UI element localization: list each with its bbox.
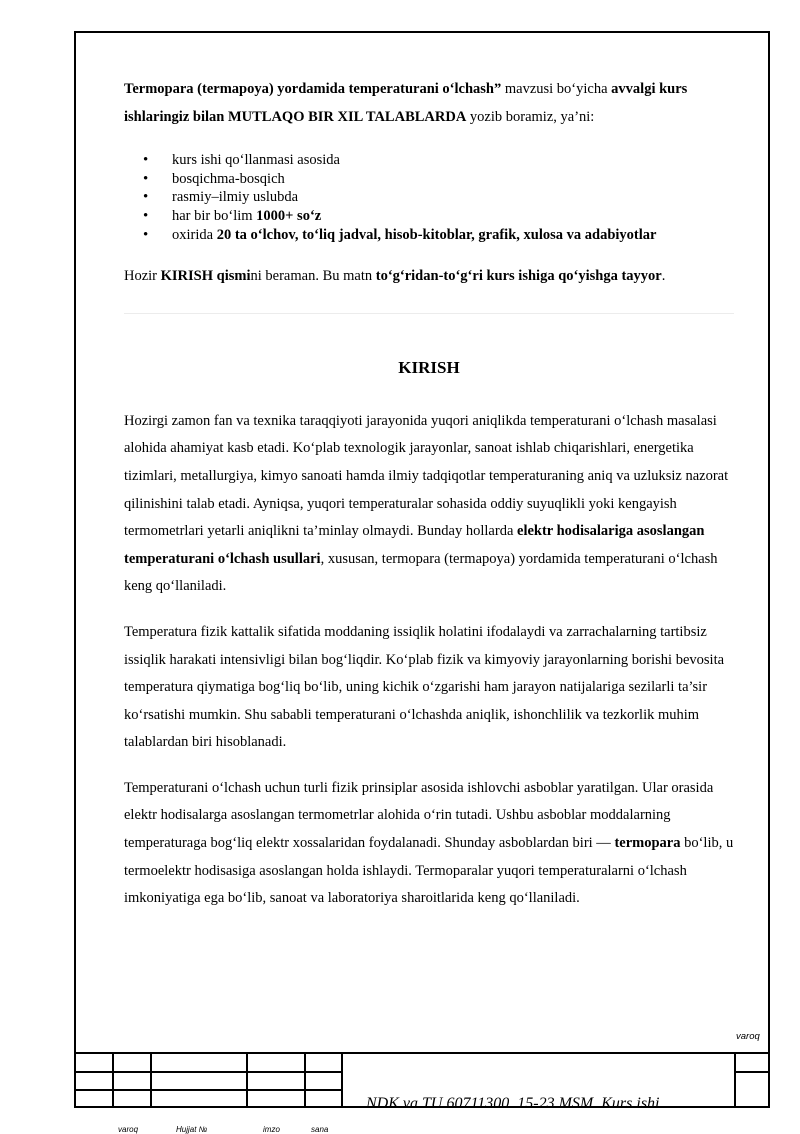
list-item <box>124 170 734 189</box>
followup-text: ni beraman. Bu matn <box>250 268 376 285</box>
intro-text-end: yozib boramiz, ya’ni: <box>466 108 595 125</box>
section-heading: KIRISH <box>398 357 460 377</box>
intro-paragraph <box>124 76 734 131</box>
body-paragraph-2: Temperatura fizik kattalik sifatida moddaning issiqlik holatini ifodalaydi va zarrachalarning tartibsiz issiqlik harakati intensivligi bilan bog‘liqdir. Ko‘plab fizik va kimyoviy jarayonlarning borishi bevosita temperatura qiymatiga bog‘liq bo‘lib, uning kichik o‘zgarishi ham jarayon natijalariga sezilarli ta’sir ko‘rsatishi mumkin. Shu sababli temperaturani o‘lchashda aniqlik, ishonchlilik va tezkorlik muhim talablardan biri hisoblanadi. <box>124 623 725 751</box>
followup-text: . <box>661 268 666 285</box>
stamp-row-line <box>734 1071 770 1073</box>
list-item-bold: 1000+ so‘z <box>256 207 322 224</box>
paragraph-bold: elektr hodisalariga asoslangan temperaturani o‘lchash usullari <box>124 523 705 567</box>
section-divider <box>124 313 734 314</box>
stamp-label-hujjat: Hujjat № <box>176 1125 208 1134</box>
stamp-col-line <box>304 1052 306 1108</box>
stamp-col-line <box>112 1052 114 1108</box>
paragraph-text: , xususan, termopara (termapoya) yordamida temperaturani o‘lchash keng qo‘llaniladi. <box>124 550 718 595</box>
stamp-label-varoq: varoq <box>118 1125 139 1134</box>
followup-bold: KIRISH qismi <box>160 268 251 285</box>
sheet-label: varoq <box>736 1031 760 1042</box>
stamp-label-sana: sana <box>311 1125 329 1134</box>
list-item <box>124 226 734 245</box>
stamp-row-line <box>74 1089 342 1091</box>
intro-bold-requirement: avvalgi kurs ishlaringiz bilan MUTLAQO BIR XIL TALABLARDA <box>124 81 688 125</box>
intro-text: mavzusi bo‘yicha <box>501 81 612 97</box>
body-paragraph-3 <box>124 775 734 913</box>
paragraph-text: bo‘lib, u termoelektr hodisasiga asoslangan holda ishlaydi. Termoparalar yuqori temperaturalarni o‘lchash imkoniyatiga ega bo‘lib, sanoat va laboratoriya sharoitlarida keng qo‘llaniladi. <box>124 835 734 907</box>
stamp-col-line <box>150 1052 152 1108</box>
list-item <box>124 188 734 207</box>
list-item-text: oxirida <box>172 226 217 243</box>
intro-bold-topic: Termopara (termapoya) yordamida temperaturani o‘lchash” <box>124 81 502 97</box>
stamp-col-line <box>246 1052 248 1108</box>
requirements-list <box>124 151 734 244</box>
list-item <box>124 207 734 226</box>
paragraph-text: Temperaturani o‘lchash uchun turli fizik prinsiplar asosida ishlovchi asboblar yaratilgan. Ular orasida elektr hodisalarga asoslangan termometrlar alohida o‘rin tutadi. Ushbu asboblar moddalarning temperaturaga bog‘liq elektr xossalaridan foydalanadi. Shunday asboblardan biri — <box>124 779 714 852</box>
followup-text: Hozir <box>124 268 161 285</box>
list-item-text: har bir bo‘lim <box>172 207 257 224</box>
followup-paragraph <box>124 263 734 291</box>
stamp-label-imzo: imzo <box>263 1125 280 1134</box>
stamp-row-line <box>74 1071 342 1073</box>
list-item-bold: 20 ta o‘lchov, to‘liq jadval, hisob-kitoblar, grafik, xulosa va adabiyotlar <box>216 226 657 243</box>
paragraph-text: Hozirgi zamon fan va texnika taraqqiyoti jarayonida yuqori aniqlikda temperaturani o‘lchash masalasi alohida ahamiyat kasb etadi. Ko‘plab texnologik jarayonlar, sanoat ishlab chiqarishlari, energetika tizimlari, metallurgiya, kimyo sanoati hamda ilmiy tadqiqotlar temperaturaning aniq va uzluksiz nazorat qilinishini talab etadi. Ayniqsa, yuqori temperaturalar sohasida oddiy suyuqlikli yoki kengayish termometrlari yetarli aniqlikni ta’minlay olmaydi. Bunday hollarda <box>124 412 729 540</box>
list-item-text: kurs ishi qo‘llanmasi asosida <box>172 152 340 169</box>
list-item-text: bosqichma-bosqich <box>172 170 285 187</box>
body-paragraph-1 <box>124 408 734 601</box>
stamp-col-line <box>341 1052 343 1108</box>
paragraph-bold: termopara <box>614 835 681 852</box>
list-item-text: rasmiy–ilmiy uslubda <box>172 189 299 206</box>
list-item <box>124 151 734 170</box>
document-content <box>124 76 734 913</box>
document-code: NDK va TU 60711300. 15-23 MSM. Kurs ishi <box>366 1095 660 1110</box>
followup-bold: to‘g‘ridan-to‘g‘ri kurs ishiga qo‘yishga tayyor <box>375 268 662 285</box>
